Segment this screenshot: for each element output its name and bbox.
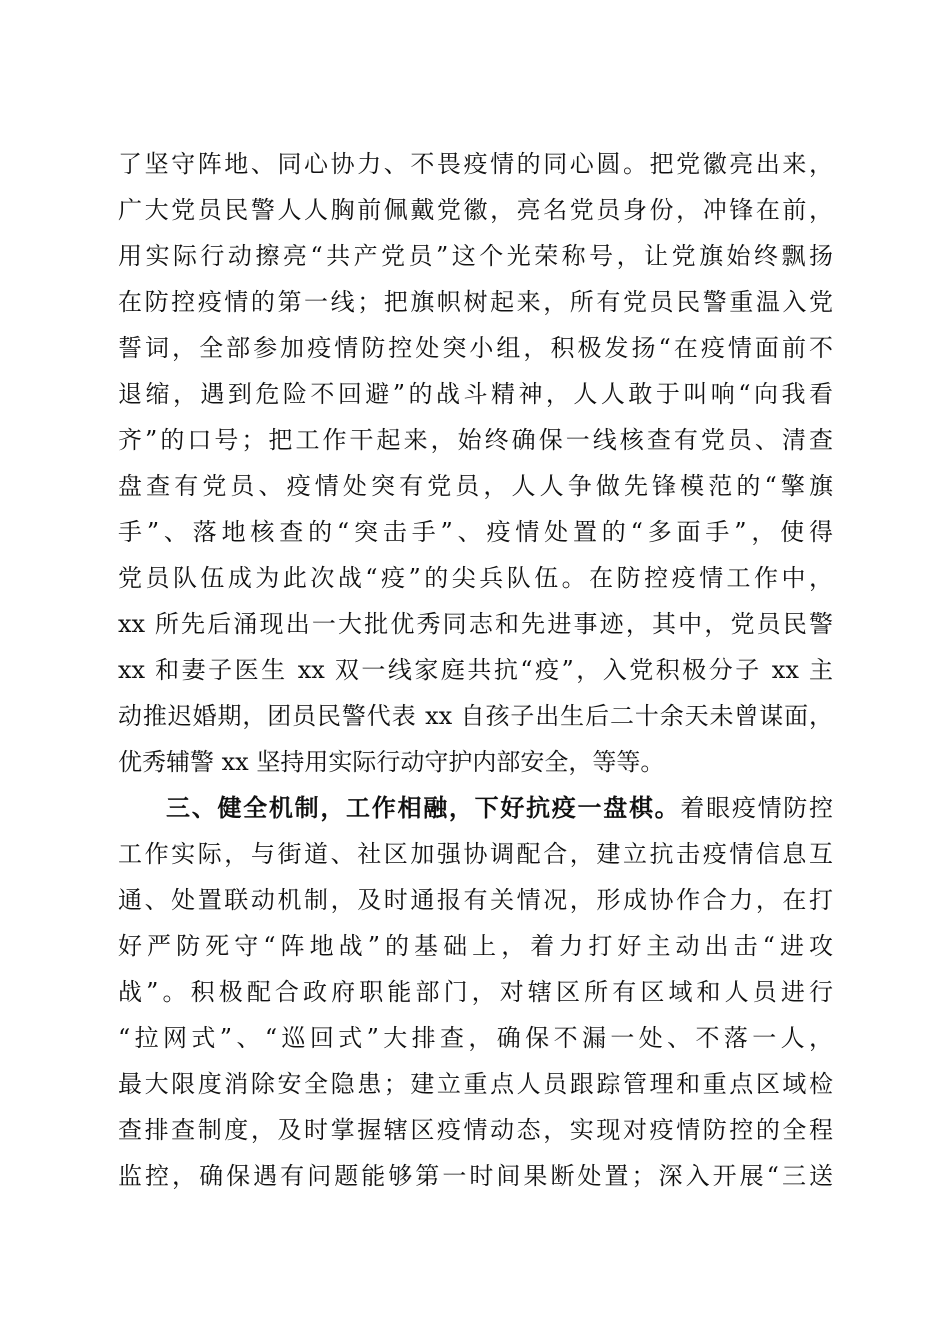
text-line: 用实际行动擦亮“共产党员”这个光荣称号，让党旗始终飘扬 [118,242,833,270]
section-heading-line [118,785,833,831]
paragraph-2 [118,785,833,1199]
section-heading: 三、健全机制，工作相融，下好抗疫一盘棋。 [166,794,681,822]
text-line: “拉网式”、“巡回式”大排查，确保不漏一处、不落一人， [118,1024,833,1052]
text-line: 监控，确保遇有问题能够第一时间果断处置；深入开展“三送 [118,1162,833,1190]
text-line: 了坚守阵地、同心协力、不畏疫情的同心圆。把党徽亮出来， [118,150,833,178]
text-line: 齐”的口号；把工作干起来，始终确保一线核查有党员、清查 [118,426,833,454]
text-line: 手”、落地核查的“突击手”、疫情处置的“多面手”，使得 [118,518,833,546]
text-line: xx 和妻子医生 xx 双一线家庭共抗“疫”，入党积极分子 xx 主 [118,656,833,684]
text-line: 党员队伍成为此次战“疫”的尖兵队伍。在防控疫情工作中， [118,564,833,592]
text-line: 在防控疫情的第一线；把旗帜树起来，所有党员民警重温入党 [118,288,833,316]
text-line: 动推迟婚期，团员民警代表 xx 自孩子出生后二十余天未曾谋面， [118,702,833,730]
text-line: 最大限度消除安全隐患；建立重点人员跟踪管理和重点区域检 [118,1070,833,1098]
text-line: 通、处置联动机制，及时通报有关情况，形成协作合力，在打 [118,886,833,914]
text-line: 退缩，遇到危险不回避”的战斗精神，人人敢于叫响“向我看 [118,380,833,408]
text-line: 查排查制度，及时掌握辖区疫情动态，实现对疫情防控的全程 [118,1116,833,1144]
text-line: 广大党员民警人人胸前佩戴党徽，亮名党员身份，冲锋在前， [118,196,833,224]
text-line: 优秀辅警 xx 坚持用实际行动守护内部安全，等等。 [118,748,665,776]
text-line: 盘查有党员、疫情处突有党员，人人争做先锋模范的“擎旗 [118,472,833,500]
text-line: xx 所先后涌现出一大批优秀同志和先进事迹，其中，党员民警 [118,610,833,638]
text-run: 着眼疫情防控 [680,794,833,822]
text-line: 好严防死守“阵地战”的基础上，着力打好主动出击“进攻 [118,932,833,960]
text-line: 战”。积极配合政府职能部门，对辖区所有区域和人员进行 [118,978,833,1006]
document-body [118,141,833,1199]
paragraph-1 [118,141,833,785]
text-line: 工作实际，与街道、社区加强协调配合，建立抗击疫情信息互 [118,840,833,868]
text-line: 誓词，全部参加疫情防控处突小组，积极发扬“在疫情面前不 [118,334,833,362]
